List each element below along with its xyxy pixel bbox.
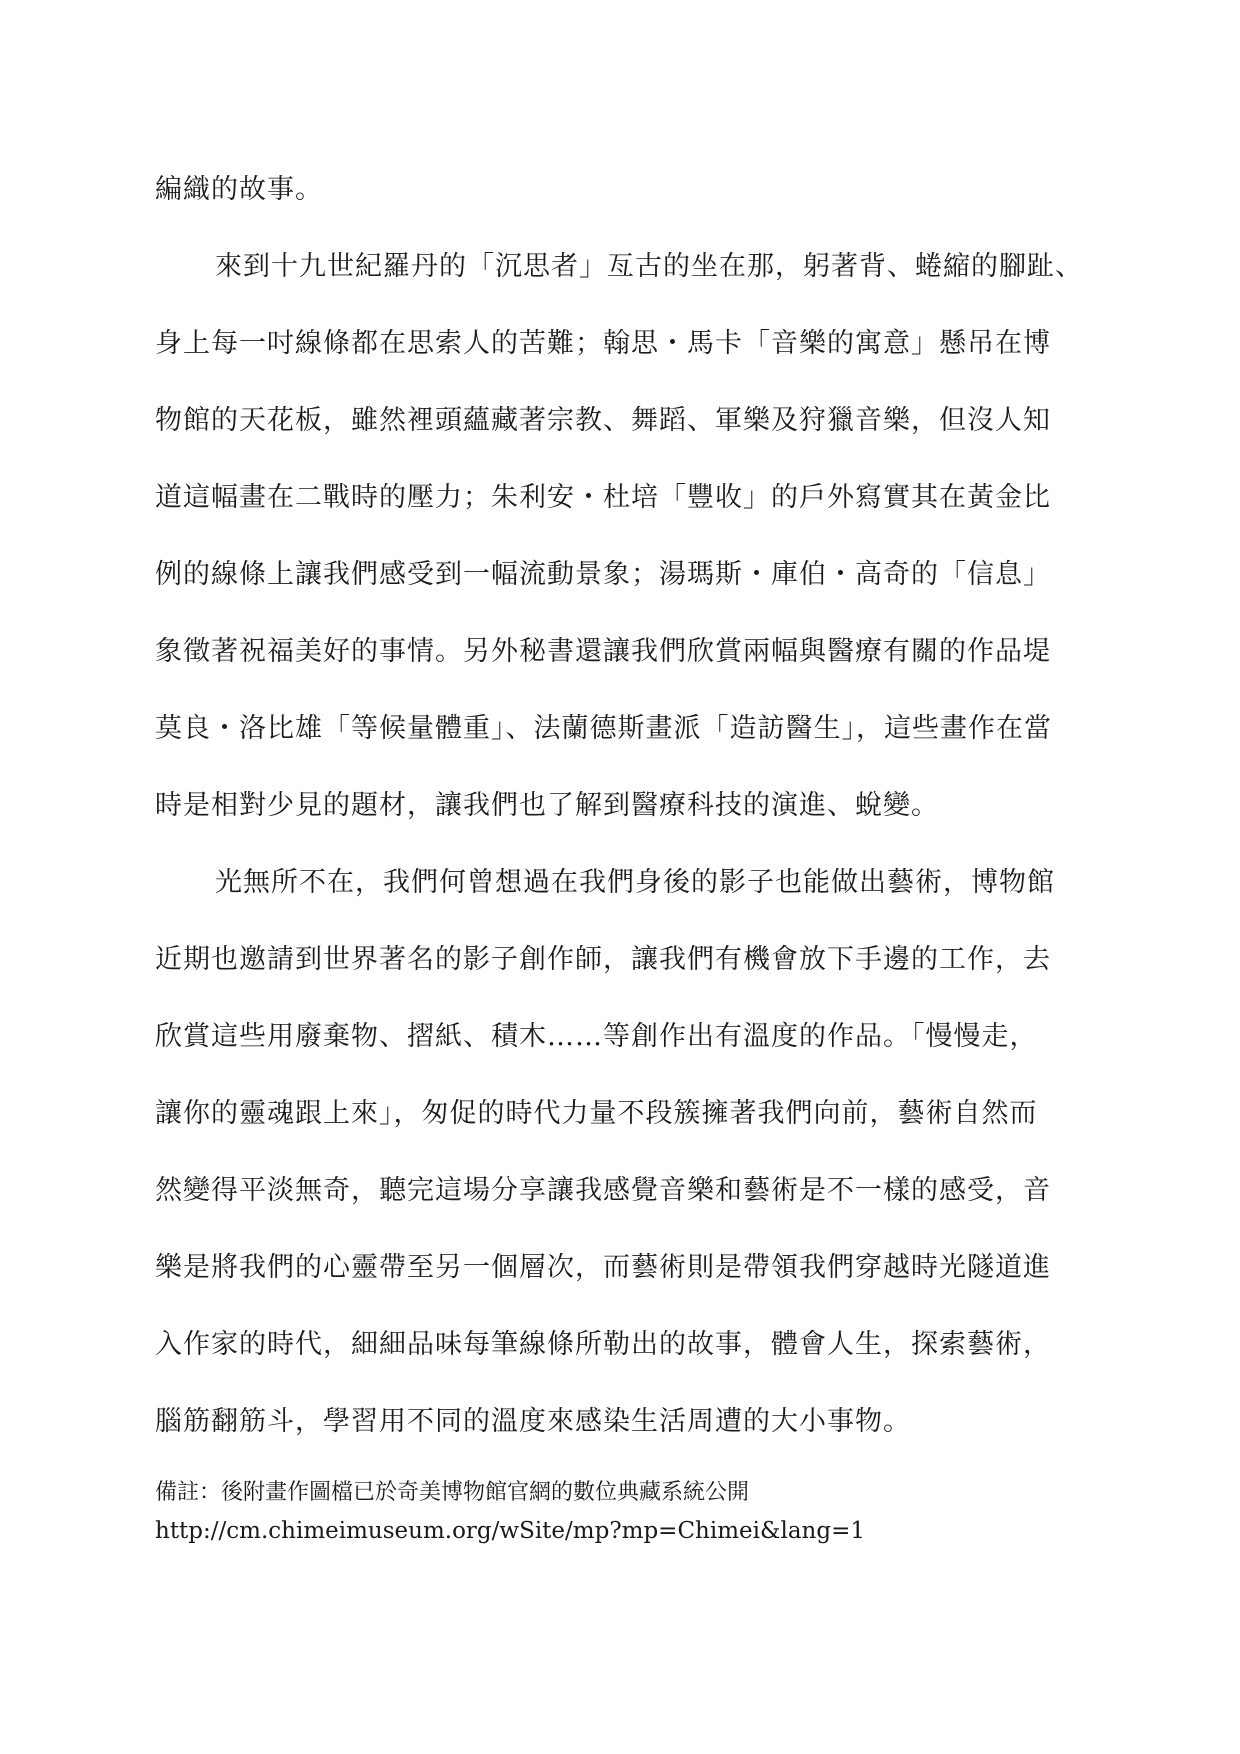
text-line: 近期也邀請到世界著名的影子創作師，讓我們有機會放下手邊的工作，去 bbox=[155, 944, 1051, 975]
text-line: 時是相對少見的題材，讓我們也了解到醫療科技的演進、蛻變。 bbox=[155, 790, 939, 821]
text-line: 莫良・洛比雄「等候量體重」、法蘭德斯畫派「造訪醫生」，這些畫作在當 bbox=[155, 713, 1052, 744]
essay-body bbox=[155, 158, 1095, 1467]
text-line: 身上每一吋線條都在思索人的苦難；翰思・馬卡「音樂的寓意」懸吊在博 bbox=[155, 328, 1051, 359]
text-line: 道這幅畫在二戰時的壓力；朱利安・杜培「豐收」的戶外寫實其在黃金比 bbox=[155, 482, 1051, 513]
museum-link[interactable]: http://cm.chimeimuseum.org/wSite/mp?mp=Chimei&lang=1 bbox=[155, 1518, 865, 1544]
text-line: 讓你的靈魂跟上來」，匆促的時代力量不段簇擁著我們向前，藝術自然而 bbox=[155, 1098, 1038, 1129]
text-line: 物館的天花板，雖然裡頭蘊藏著宗教、舞蹈、軍樂及狩獵音樂，但沒人知 bbox=[155, 405, 1051, 436]
text-line: 欣賞這些用廢棄物、摺紙、積木……等創作出有溫度的作品。「慢慢走， bbox=[155, 1021, 1038, 1052]
text-line: 入作家的時代，細細品味每筆線條所勒出的故事，體會人生，探索藝術， bbox=[155, 1329, 1051, 1360]
text-line: 編織的故事。 bbox=[155, 174, 323, 205]
footnote bbox=[155, 1474, 1095, 1550]
footnote-label: 備註：後附畫作圖檔已於奇美博物館官網的數位典藏系統公開 bbox=[155, 1480, 750, 1505]
paragraph-start-line: 光無所不在，我們何曾想過在我們身後的影子也能做出藝術，博物館 bbox=[215, 867, 1055, 898]
text-line: 腦筋翻筋斗，學習用不同的溫度來感染生活周遭的大小事物。 bbox=[155, 1406, 911, 1437]
paragraph-start-line: 來到十九世紀羅丹的「沉思者」亙古的坐在那，躬著背、蜷縮的腳趾、 bbox=[215, 251, 1083, 282]
text-line: 例的線條上讓我們感受到一幅流動景象；湯瑪斯・庫伯・高奇的「信息」 bbox=[155, 559, 1051, 590]
text-line: 象徵著祝福美好的事情。另外秘書還讓我們欣賞兩幅與醫療有關的作品堤 bbox=[155, 636, 1051, 667]
text-line: 樂是將我們的心靈帶至另一個層次，而藝術則是帶領我們穿越時光隧道進 bbox=[155, 1252, 1051, 1283]
text-line: 然變得平淡無奇，聽完這場分享讓我感覺音樂和藝術是不一樣的感受，音 bbox=[155, 1175, 1051, 1206]
